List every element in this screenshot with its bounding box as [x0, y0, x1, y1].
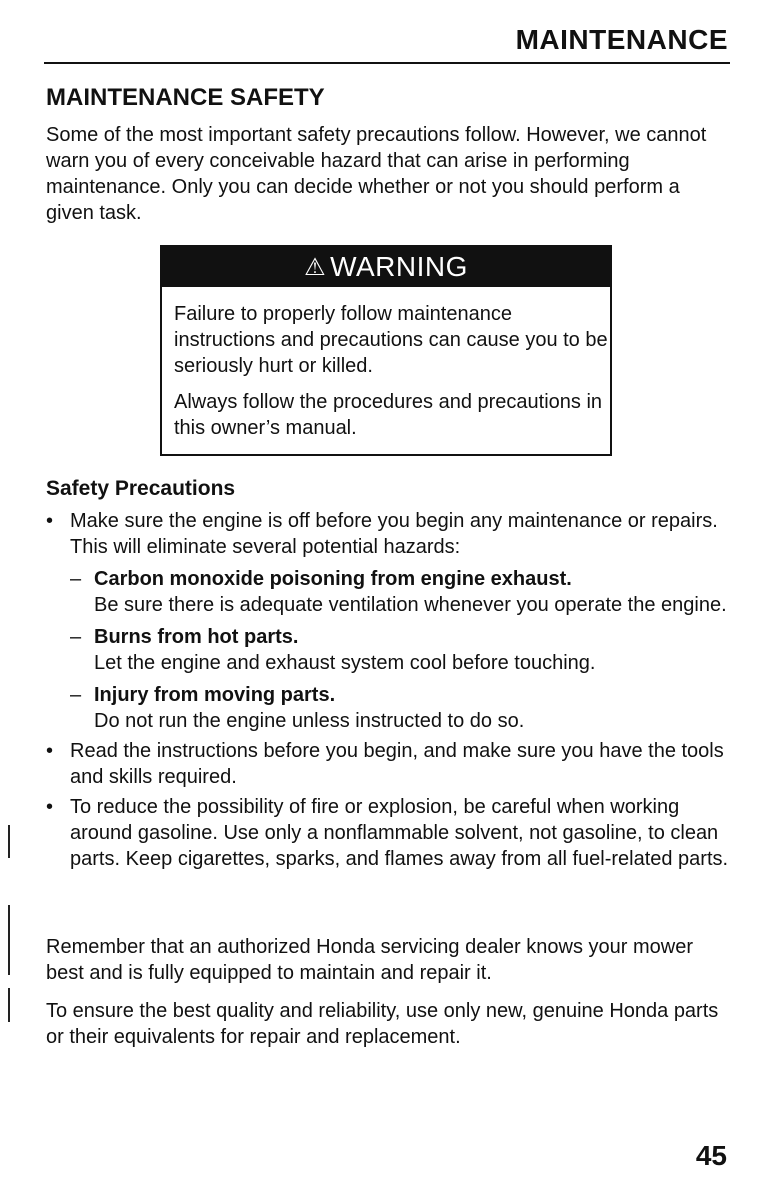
sub-item [70, 624, 736, 676]
bullet-dot: • [46, 510, 54, 532]
intro-paragraph: Some of the most important safety precautions follow. However, we cannot warn you of every conceivable hazard that can arise in performing maintenance. Only you can decide whether or not you should perform a given task. [46, 124, 707, 224]
margin-change-bar [8, 905, 10, 975]
page-number: 45 [695, 1140, 727, 1171]
warning-paragraph-2: Always follow the procedures and precautions in this owner’s manual. [174, 391, 603, 439]
dash: – [70, 568, 82, 590]
sub-item [70, 566, 736, 618]
warning-paragraph-1: Failure to properly follow maintenance instructions and precautions can cause you to be seriously hurt or killed. [174, 303, 608, 377]
bullet-item [46, 738, 736, 790]
closing-paragraph-2: To ensure the best quality and reliability, use only new, genuine Honda parts or their equivalents for repair and replacement. [46, 1000, 719, 1048]
safety-bullets [46, 508, 736, 876]
bullet-dot: • [46, 740, 54, 762]
bullet-text: Make sure the engine is off before you begin any maintenance or repairs. This will eliminate several potential hazards: [70, 510, 718, 558]
warning-box [160, 245, 612, 456]
warning-body [162, 287, 610, 441]
sub-item-title: Burns from hot parts. [94, 626, 299, 648]
bullet-item [46, 508, 736, 734]
dash: – [70, 684, 82, 706]
sub-item-body: Do not run the engine unless instructed to do so. [94, 710, 525, 732]
sub-item-body: Let the engine and exhaust system cool before touching. [94, 652, 596, 674]
margin-change-bar [8, 988, 10, 1022]
warning-triangle-icon: ⚠ [304, 253, 327, 281]
warning-header [162, 247, 610, 287]
sub-item-title: Carbon monoxide poisoning from engine exhaust. [94, 568, 572, 590]
sub-item [70, 682, 736, 734]
warning-title: WARNING [330, 251, 468, 282]
bullet-item [46, 794, 736, 872]
section-title: MAINTENANCE SAFETY [46, 84, 325, 111]
dash: – [70, 626, 82, 648]
margin-change-bar [8, 825, 10, 858]
safety-precautions-heading: Safety Precautions [46, 477, 236, 500]
bullet-text: To reduce the possibility of fire or explosion, be careful when working around gasoline. Use only a nonflammable solvent, not gasoline, to clean parts. Keep cigarettes, sparks, and flames away from all fuel-related parts. [70, 796, 729, 870]
page-header-title: MAINTENANCE [515, 24, 728, 55]
bullet-text: Read the instructions before you begin, and make sure you have the tools and skills required. [70, 740, 724, 788]
closing-paragraph-1: Remember that an authorized Honda servicing dealer knows your mower best and is fully equipped to maintain and repair it. [46, 936, 693, 984]
bullet-dot: • [46, 796, 54, 818]
sub-item-body: Be sure there is adequate ventilation whenever you operate the engine. [94, 594, 727, 616]
sub-item-title: Injury from moving parts. [94, 684, 336, 706]
header-rule [44, 62, 730, 64]
